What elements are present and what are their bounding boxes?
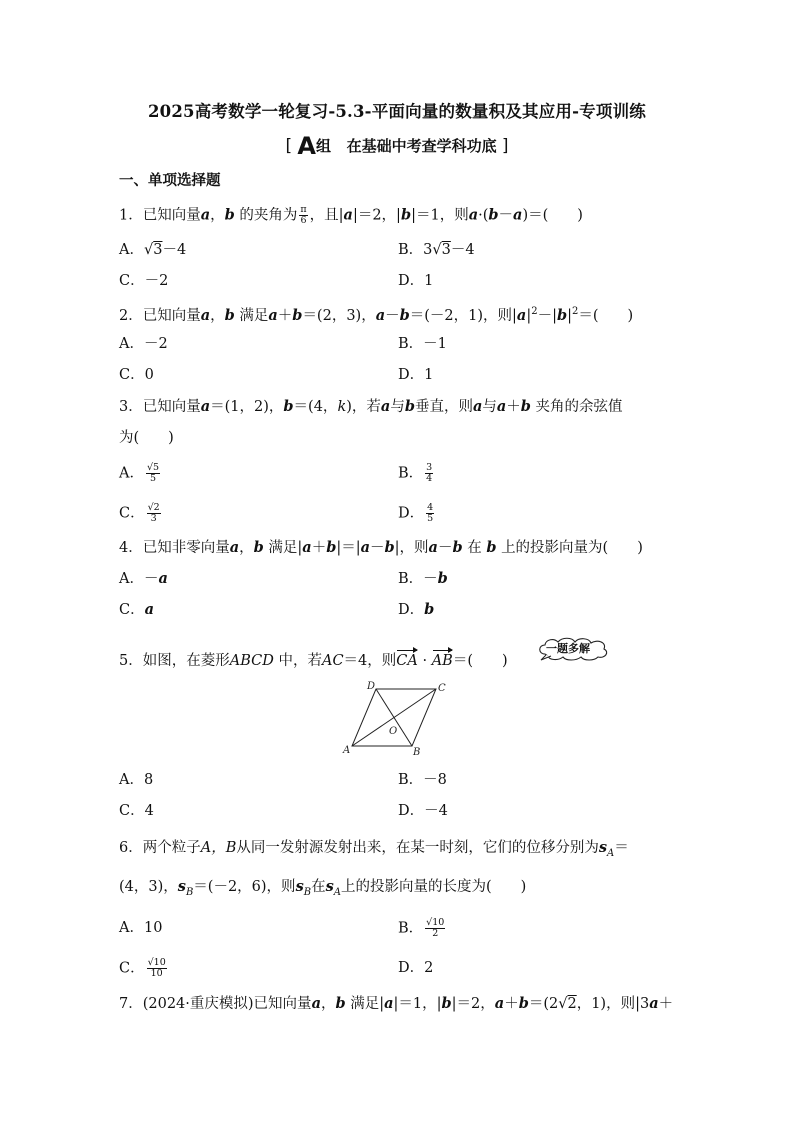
question-3: 3．已知向量a＝(1，2)，b＝(4，k)，若a与b垂直，则a与a＋b 夹角的余弦值 [119, 398, 623, 415]
q4-option-d[interactable]: D．b [398, 601, 435, 618]
one-problem-multi-solution-badge [537, 636, 611, 666]
label-d: D [367, 681, 376, 692]
q4-option-b[interactable]: B．－b [398, 570, 448, 587]
q5-option-c[interactable]: C．4 [119, 803, 154, 819]
q3-option-a[interactable]: A． $\frac{√5}{5}$ [119, 462, 160, 484]
q4-option-c[interactable]: C．a [119, 601, 155, 618]
q3-option-d[interactable]: D． $\frac{4}{5}$ [398, 502, 434, 524]
question-6-cont: (4，3)，$s_B=(-2$，6)，则$s_B$在$s_A$上的投影向量的长度为( ) [119, 878, 527, 898]
q1-option-b[interactable]: B．3√3－4 [398, 242, 475, 258]
q2-option-d[interactable]: D．1 [398, 367, 434, 383]
q3-option-c[interactable]: C． $\frac{√2}{3}$ [119, 502, 160, 524]
q6-option-d[interactable]: D．2 [398, 960, 434, 976]
label-o: O [389, 726, 398, 737]
section-heading: 一、单项选择题 [119, 173, 221, 189]
cloud-text: 一题多解 [546, 642, 590, 655]
q6-option-a[interactable]: A．10 [119, 920, 163, 936]
bracket-right: ] [501, 136, 509, 156]
group-label: 组 [315, 137, 331, 155]
q5-option-a[interactable]: A．8 [119, 772, 154, 788]
q5-option-b[interactable]: B．－8 [398, 772, 447, 788]
q3-option-b[interactable]: B． $\frac{3}{4}$ [398, 462, 433, 484]
group-letter: A [297, 132, 316, 160]
q4-option-a[interactable]: A．－a [119, 570, 168, 587]
page-title: 2025高考数学一轮复习-5.3-平面向量的数量积及其应用-专项训练 [148, 102, 646, 121]
group-subtitle: 在基础中考查学科功底 [346, 137, 497, 155]
q6-option-b[interactable]: B． $\frac{√10}{2}$ [398, 917, 445, 939]
q6-option-c[interactable]: C． $\frac{√10}{10}$ [119, 957, 166, 979]
question-1: 1．已知向量a，b 的夹角为 $\frac{\pi}{6}$ ，且|a|＝2，|b|＝1，则a·(b－a)＝( ) [119, 204, 583, 226]
question-4: 4．已知非零向量a，b 满足|a＋b|＝|a－b|，则a－b 在 b 上的投影向量为( ) [119, 539, 643, 556]
bracket-left: [ [285, 136, 293, 156]
q2-option-a[interactable]: A．－2 [119, 336, 168, 352]
fraction: $\frac{\pi}{6}$ [300, 204, 307, 226]
label-c: C [438, 683, 446, 694]
question-7: 7．(2024·重庆模拟)已知向量a，b 满足|a|＝1，|b|＝2，a＋b＝(2√2，1)，则|3a＋ [119, 995, 674, 1012]
question-2: 2．已知向量a，b 满足a＋b＝(2，3)，a－b＝(－2，1)，则$|a|^2-|b|^2=$( ) [119, 306, 634, 324]
rhombus-diagram [340, 680, 460, 760]
q1-option-a[interactable]: A．√3－4 [119, 242, 187, 258]
q2-option-c[interactable]: C．0 [119, 367, 154, 383]
group-banner [0, 132, 794, 160]
label-b: B [413, 747, 421, 756]
q1-option-c[interactable]: C．－2 [119, 273, 169, 289]
question-5: 5．如图，在菱形ABCD 中，若AC＝4，则CA · AB＝( ) [119, 653, 508, 669]
q2-option-b[interactable]: B．－1 [398, 336, 447, 352]
label-a: A [343, 745, 351, 756]
question-3-cont: 为( ) [119, 430, 174, 446]
q5-option-d[interactable]: D．－4 [398, 803, 448, 819]
q1-option-d[interactable]: D．1 [398, 273, 434, 289]
question-6: 6．两个粒子A，B从同一发射源发射出来，在某一时刻，它们的位移分别为$s_A=$ [119, 839, 629, 859]
